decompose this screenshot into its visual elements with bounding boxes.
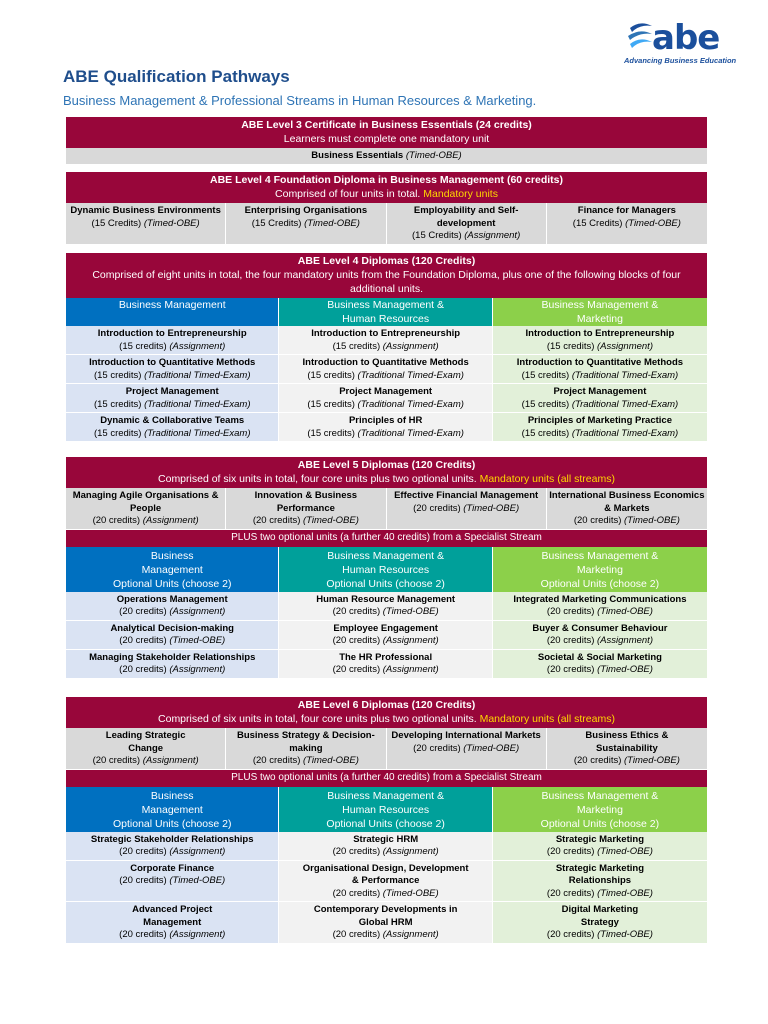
unit-cell: Managing Stakeholder Relationships (20 credits) (Assignment) [66, 650, 279, 679]
level6-header [66, 697, 707, 728]
unit-cell: Operations Management (20 credits) (Assignment) [66, 592, 279, 621]
table-row [66, 592, 707, 621]
level4d-note: Comprised of eight units in total, the four mandatory units from the Foundation Diploma, plus one of the following blocks of four additional units. [92, 269, 681, 295]
unit-cell: Project Management (15 credits) (Traditional Timed-Exam) [66, 384, 279, 413]
level5-core-units [66, 488, 707, 530]
level6-plus-bar: PLUS two optional units (a further 40 credits) from a Specialist Stream [66, 770, 707, 787]
level6-mandatory: Mandatory units (all streams) [479, 713, 615, 725]
stream-business-management: Business Management Optional Units (choose 2) [66, 547, 279, 592]
level6-streams [66, 787, 707, 832]
unit-cell: Corporate Finance (20 credits) (Timed-OBE) [66, 861, 279, 903]
level4f-header [66, 172, 707, 203]
table-row [66, 902, 707, 944]
unit-cell: Employability and Self-development (15 Credits) (Assignment) [387, 203, 547, 245]
unit-cell: Strategic Stakeholder Relationships (20 credits) (Assignment) [66, 832, 279, 861]
unit-cell: Strategic HRM (20 credits) (Assignment) [279, 832, 492, 861]
unit-cell: Innovation & Business Performance (20 credits) (Timed-OBE) [226, 488, 386, 530]
page-subtitle: Business Management & Professional Streams in Human Resources & Marketing. [63, 93, 537, 108]
level4f-note: Comprised of four units in total. [275, 188, 421, 200]
unit-cell: Introduction to Quantitative Methods (15 credits) (Traditional Timed-Exam) [279, 355, 492, 384]
level4f-units [66, 203, 707, 245]
table-row [66, 413, 707, 442]
table-row [66, 832, 707, 861]
unit-cell: Dynamic Business Environments (15 Credits) (Timed-OBE) [66, 203, 226, 245]
unit-cell: Project Management (15 credits) (Traditional Timed-Exam) [493, 384, 707, 413]
unit-cell: Business Ethics & Sustainability (20 credits) (Timed-OBE) [547, 728, 707, 770]
level3-unit [66, 148, 707, 165]
unit-cell: Leading Strategic Change (20 credits) (Assignment) [66, 728, 226, 770]
optional-label: Optional Units (choose 2) [326, 817, 445, 830]
unit-cell: Project Management (15 credits) (Traditional Timed-Exam) [279, 384, 492, 413]
unit-cell: Buyer & Consumer Behaviour (20 credits) (Assignment) [493, 621, 707, 650]
unit-cell: Principles of Marketing Practice (15 credits) (Traditional Timed-Exam) [493, 413, 707, 442]
unit-cell: Dynamic & Collaborative Teams (15 credits) (Traditional Timed-Exam) [66, 413, 279, 442]
level3-heading: ABE Level 3 Certificate in Business Essentials (24 credits) [241, 119, 532, 131]
stream-hr: Business Management & Human Resources Optional Units (choose 2) [279, 787, 492, 832]
stream-marketing: Business Management & Marketing Optional Units (choose 2) [493, 787, 707, 832]
table-row [66, 650, 707, 679]
unit-cell: Introduction to Entrepreneurship (15 credits) (Assignment) [66, 326, 279, 355]
swoosh-logo-icon [626, 20, 654, 52]
level4d-streams [66, 298, 707, 326]
level4f-heading: ABE Level 4 Foundation Diploma in Business Management (60 credits) [210, 174, 563, 186]
unit-cell: International Business Economics & Markets (20 credits) (Timed-OBE) [547, 488, 707, 530]
level3-header [66, 117, 707, 148]
unit-cell: Societal & Social Marketing (20 credits) (Timed-OBE) [493, 650, 707, 679]
level5-header [66, 457, 707, 488]
level4f-mandatory: Mandatory units [423, 188, 498, 200]
table-row [66, 355, 707, 384]
unit-cell: Business Strategy & Decision-making (20 credits) (Timed-OBE) [226, 728, 386, 770]
logo-wordmark: abe [652, 18, 720, 58]
level3-note: Learners must complete one mandatory unit [283, 133, 490, 145]
unit-cell: Integrated Marketing Communications (20 credits) (Timed-OBE) [493, 592, 707, 621]
level4-diplomas-section [66, 253, 707, 442]
unit-cell: Digital Marketing Strategy (20 credits) (Timed-OBE) [493, 902, 707, 944]
optional-label: Optional Units (choose 2) [112, 817, 232, 830]
unit-name: Business Essentials [311, 150, 404, 161]
unit-cell: Managing Agile Organisations & People (20 credits) (Assignment) [66, 488, 226, 530]
level5-section [66, 457, 707, 679]
level4d-heading: ABE Level 4 Diplomas (120 Credits) [297, 255, 476, 267]
abe-logo [624, 16, 736, 66]
unit-cell: Advanced Project Management (20 credits) (Assignment) [66, 902, 279, 944]
page-title: ABE Qualification Pathways [63, 67, 290, 86]
unit-cell: Contemporary Developments in Global HRM (20 credits) (Assignment) [279, 902, 492, 944]
unit-cell: Analytical Decision-making (20 credits) (Timed-OBE) [66, 621, 279, 650]
stream-hr: Business Management & Human Resources [279, 298, 492, 326]
optional-label: Optional Units (choose 2) [540, 817, 660, 830]
stream-marketing: Business Management & Marketing [493, 298, 707, 326]
stream-business-management: Business Management Optional Units (choose 2) [66, 787, 279, 832]
level5-mandatory: Mandatory units (all streams) [479, 473, 615, 485]
level5-heading: ABE Level 5 Diplomas (120 Credits) [297, 459, 476, 471]
level6-heading: ABE Level 6 Diplomas (120 Credits) [297, 699, 476, 711]
table-row [66, 861, 707, 903]
level3-section [66, 117, 707, 165]
unit-cell: Effective Financial Management (20 credits) (Timed-OBE) [387, 488, 547, 530]
level6-core-units [66, 728, 707, 770]
unit-cell: Organisational Design, Development & Performance (20 credits) (Timed-OBE) [279, 861, 492, 903]
unit-cell: Principles of HR (15 credits) (Traditional Timed-Exam) [279, 413, 492, 442]
unit-cell: The HR Professional (20 credits) (Assignment) [279, 650, 492, 679]
unit-cell: Introduction to Entrepreneurship (15 credits) (Assignment) [279, 326, 492, 355]
table-row [66, 384, 707, 413]
unit-cell: Human Resource Management (20 credits) (Timed-OBE) [279, 592, 492, 621]
table-row [66, 326, 707, 355]
stream-business-management: Business Management [66, 298, 279, 326]
optional-label: Optional Units (choose 2) [326, 577, 445, 590]
table-row [66, 621, 707, 650]
unit-cell: Introduction to Quantitative Methods (15 credits) (Traditional Timed-Exam) [493, 355, 707, 384]
unit-cell: Developing International Markets (20 credits) (Timed-OBE) [387, 728, 547, 770]
logo-tagline: Advancing Business Education [624, 56, 737, 65]
unit-cell: Strategic Marketing (20 credits) (Timed-OBE) [493, 832, 707, 861]
unit-cell: Employee Engagement (20 credits) (Assignment) [279, 621, 492, 650]
optional-label: Optional Units (choose 2) [540, 577, 660, 590]
unit-cell: Introduction to Entrepreneurship (15 credits) (Assignment) [493, 326, 707, 355]
unit-cell: Finance for Managers (15 Credits) (Timed-OBE) [547, 203, 707, 245]
level5-streams [66, 547, 707, 592]
level5-note: Comprised of six units in total, four core units plus two optional units. [158, 473, 477, 485]
stream-hr: Business Management & Human Resources Optional Units (choose 2) [279, 547, 492, 592]
level6-section [66, 697, 707, 944]
unit-cell: Introduction to Quantitative Methods (15 credits) (Traditional Timed-Exam) [66, 355, 279, 384]
unit-cell: Strategic Marketing Relationships (20 credits) (Timed-OBE) [493, 861, 707, 903]
optional-label: Optional Units (choose 2) [112, 577, 232, 590]
unit-assessment: (Timed-OBE) [405, 150, 462, 161]
level5-plus-bar: PLUS two optional units (a further 40 credits) from a Specialist Stream [66, 530, 707, 547]
level6-note: Comprised of six units in total, four core units plus two optional units. [158, 713, 477, 725]
level4-foundation-section [66, 172, 707, 245]
level4d-header [66, 253, 707, 298]
unit-cell: Enterprising Organisations (15 Credits) (Timed-OBE) [226, 203, 386, 245]
stream-marketing: Business Management & Marketing Optional Units (choose 2) [493, 547, 707, 592]
